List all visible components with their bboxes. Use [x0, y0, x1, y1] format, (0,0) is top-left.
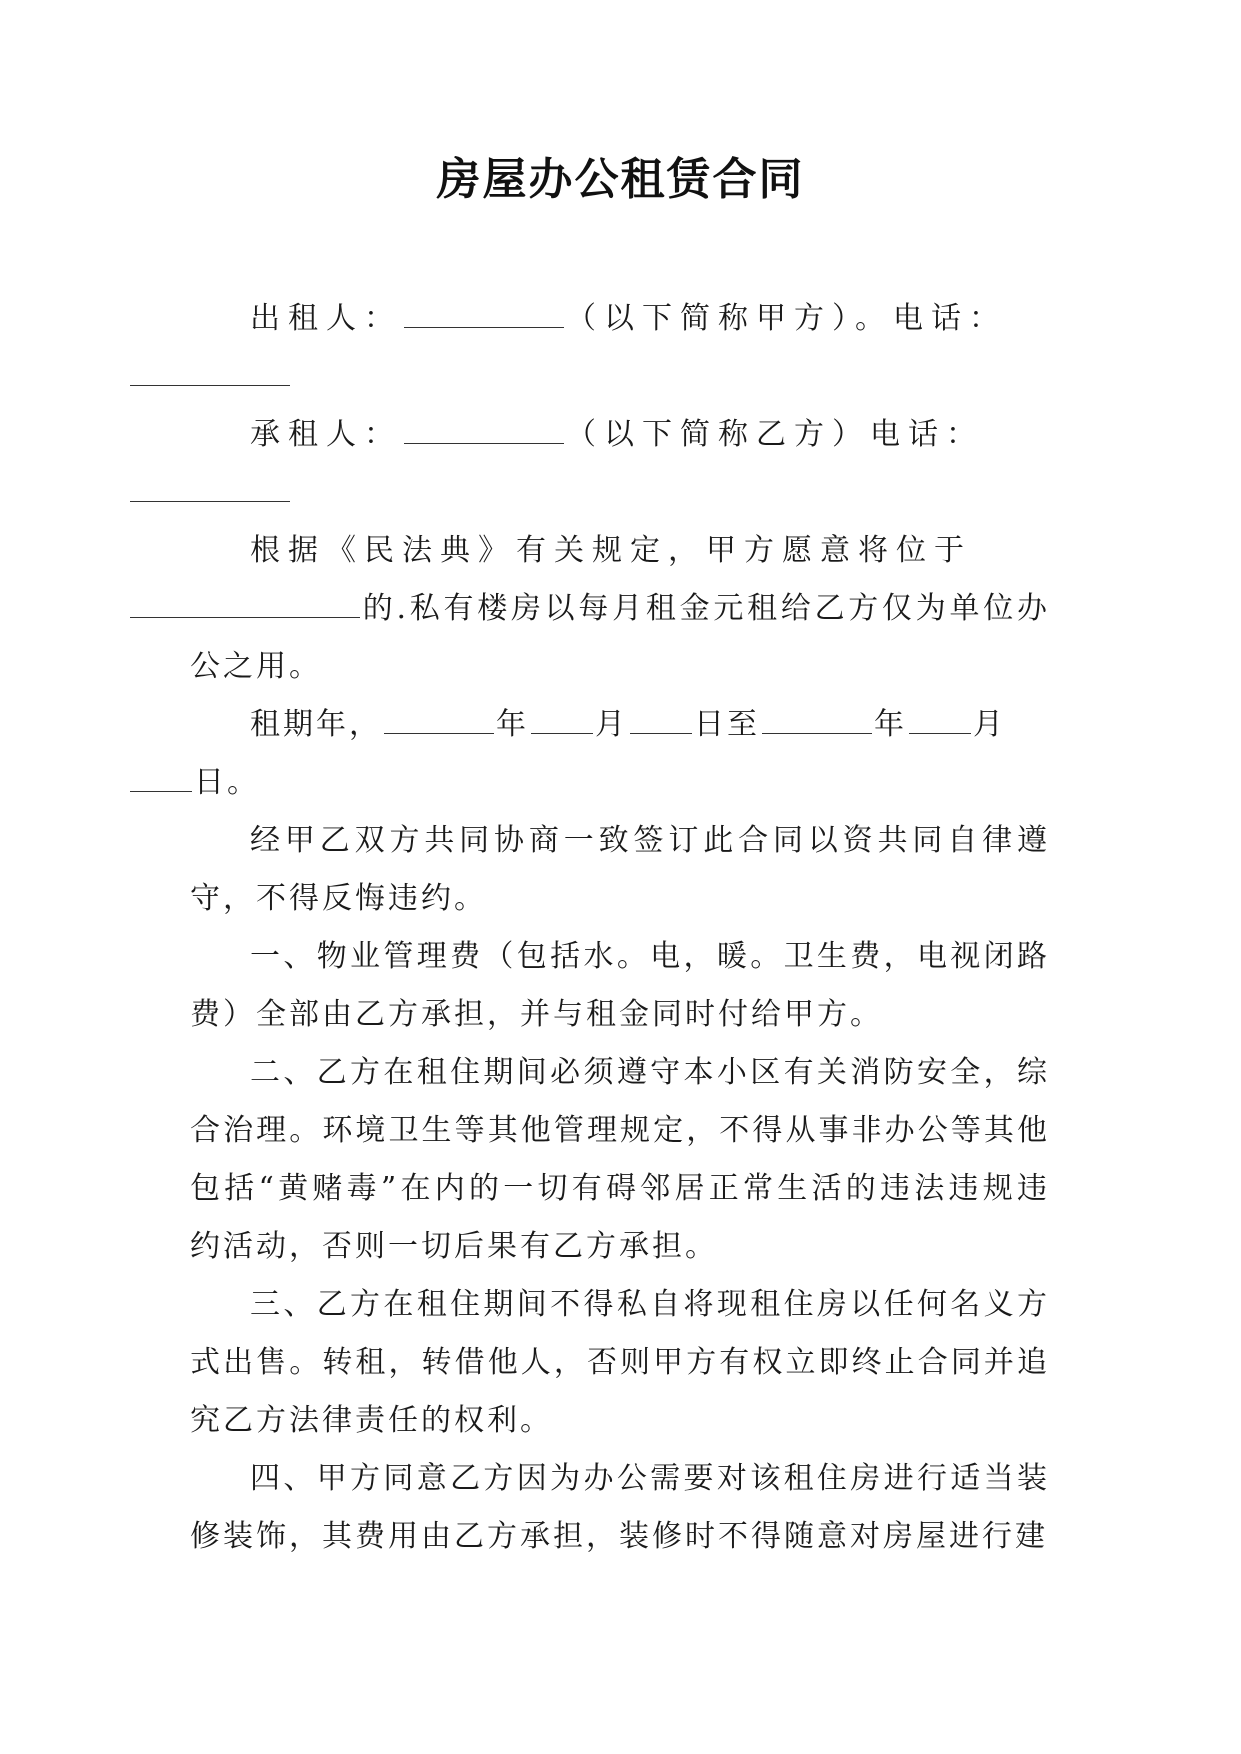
lessor-suffix: （以下简称甲方）。电话：	[566, 301, 1007, 336]
basis-text-1: 根据《民法典》有关规定，甲方愿意将位于	[250, 533, 972, 568]
lessor-name-blank	[404, 293, 564, 328]
lessor-paragraph	[190, 290, 1050, 406]
lessee-phone-blank	[130, 467, 290, 502]
start-month-blank	[531, 699, 593, 734]
term-month-1: 月	[595, 707, 628, 742]
clause-2-paragraph: 二、乙方在租住期间必须遵守本小区有关消防安全，综合治理。环境卫生等其他管理规定，不得从事非办公等其他包括“黄赌毒”在内的一切有碍邻居正常生活的违法违规违约活动，否则一切后果有乙方承担。	[190, 1055, 1050, 1264]
end-year-blank	[762, 699, 872, 734]
lessor-phone-blank	[130, 351, 290, 386]
lessee-paragraph	[190, 406, 1050, 522]
address-blank	[130, 583, 360, 618]
agreement-paragraph: 经甲乙双方共同协商一致签订此合同以资共同自律遵守，不得反悔违约。	[190, 823, 1050, 916]
document-body	[190, 290, 1050, 1566]
term-day-to: 日至	[694, 707, 760, 742]
term-end: 日。	[194, 765, 260, 800]
lessee-label: 承租人：	[250, 417, 402, 452]
lessor-label: 出租人：	[250, 301, 402, 336]
clause-1-paragraph: 一、物业管理费（包括水。电，暖。卫生费，电视闭路费）全部由乙方承担，并与租金同时付给甲方。	[190, 939, 1050, 1032]
term-year-2: 年	[874, 707, 907, 742]
document-title: 房屋办公租赁合同	[436, 154, 805, 205]
clause-4-paragraph: 四、甲方同意乙方因为办公需要对该租住房进行适当装修装饰，其费用由乙方承担，装修时不得随意对房屋进行建	[190, 1461, 1050, 1554]
basis-paragraph	[190, 522, 1050, 696]
term-year-1: 年	[496, 707, 529, 742]
lessee-name-blank	[404, 409, 564, 444]
start-day-blank	[630, 699, 692, 734]
term-month-2: 月	[973, 707, 1006, 742]
start-year-blank	[384, 699, 494, 734]
term-prefix: 租期年，	[250, 707, 382, 742]
basis-text-2: 的.私有楼房以每月租金元租给乙方仅为单位办公之用。	[190, 591, 1050, 684]
end-month-blank	[909, 699, 971, 734]
end-day-blank	[130, 757, 192, 792]
lessee-suffix: （以下简称乙方）电话：	[566, 417, 984, 452]
clause-3-paragraph: 三、乙方在租住期间不得私自将现租住房以任何名义方式出售。转租，转借他人，否则甲方有权立即终止合同并追究乙方法律责任的权利。	[190, 1287, 1050, 1438]
term-paragraph	[190, 696, 1050, 812]
